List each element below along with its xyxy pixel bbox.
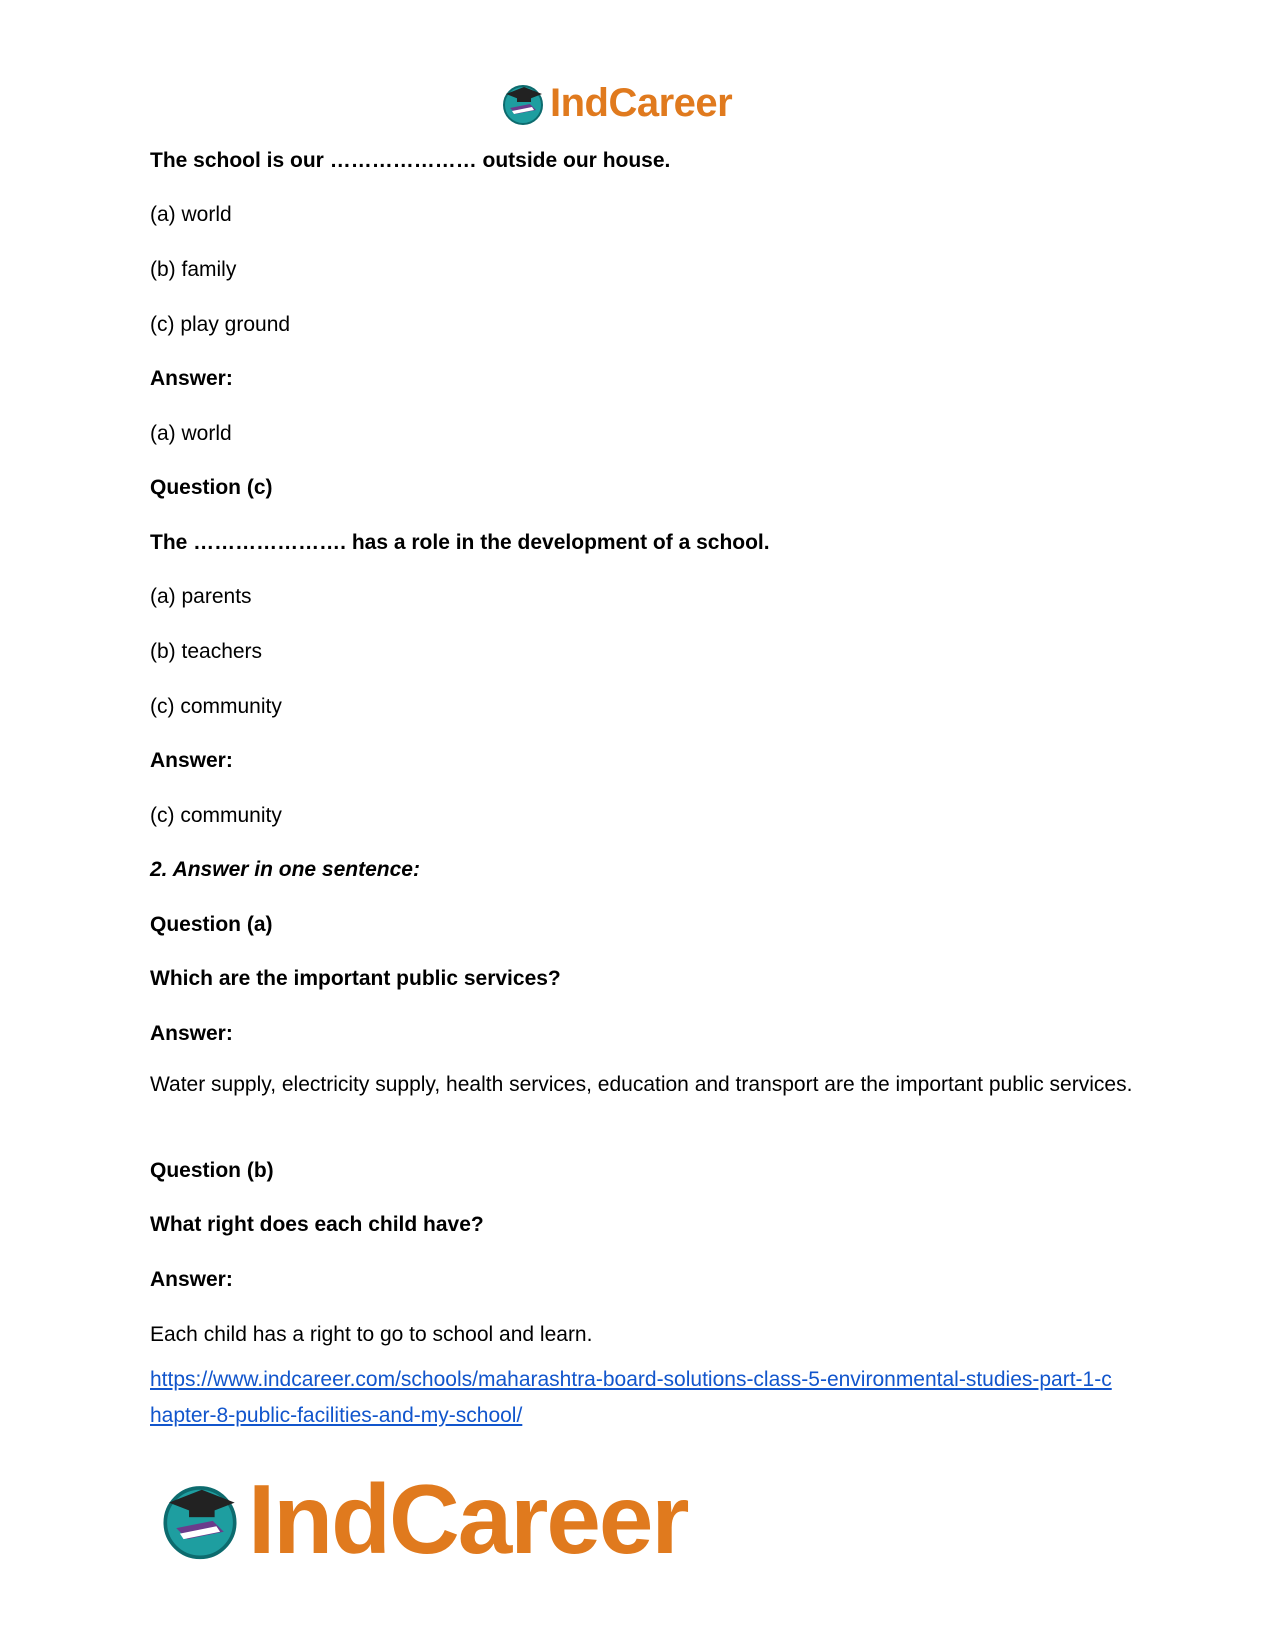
option-b: (b) family — [150, 258, 237, 281]
answer-text: Each child has a right to go to school and learn. — [150, 1323, 593, 1346]
question-text: Which are the important public services? — [150, 967, 561, 990]
option-a: (a) world — [150, 203, 232, 226]
option-c: (c) community — [150, 695, 282, 718]
graduation-globe-icon — [500, 80, 546, 126]
answer-label: Answer: — [150, 749, 233, 772]
answer-text: (c) community — [150, 804, 282, 827]
answer-label: Answer: — [150, 1268, 233, 1291]
section-heading: 2. Answer in one sentence: — [150, 858, 420, 881]
question-text: The school is our ………………… outside our house. — [150, 149, 671, 172]
footer-logo — [158, 1464, 688, 1574]
question-text: What right does each child have? — [150, 1213, 484, 1236]
question-heading: Question (b) — [150, 1159, 274, 1182]
option-a: (a) parents — [150, 585, 252, 608]
source-link[interactable]: https://www.indcareer.com/schools/maharashtra-board-solutions-class-5-environmental-studies-part-1-chapter-8-public-facilities-and-my-school/ — [150, 1368, 1112, 1427]
option-c: (c) play ground — [150, 313, 291, 336]
graduation-globe-icon — [158, 1477, 242, 1561]
question-heading: Question (a) — [150, 913, 273, 936]
answer-label: Answer: — [150, 1022, 233, 1045]
answer-text: (a) world — [150, 422, 232, 445]
question-text: The …………………. has a role in the development of a school. — [150, 531, 770, 554]
logo-wordmark: IndCareer — [550, 80, 733, 125]
logo-wordmark: IndCareer — [248, 1464, 688, 1574]
option-b: (b) teachers — [150, 640, 263, 663]
question-heading: Question (c) — [150, 476, 273, 499]
answer-text: Water supply, electricity supply, health services, education and transport are the important public services. — [150, 1073, 1133, 1096]
answer-label: Answer: — [150, 367, 233, 390]
header-logo — [500, 78, 732, 128]
